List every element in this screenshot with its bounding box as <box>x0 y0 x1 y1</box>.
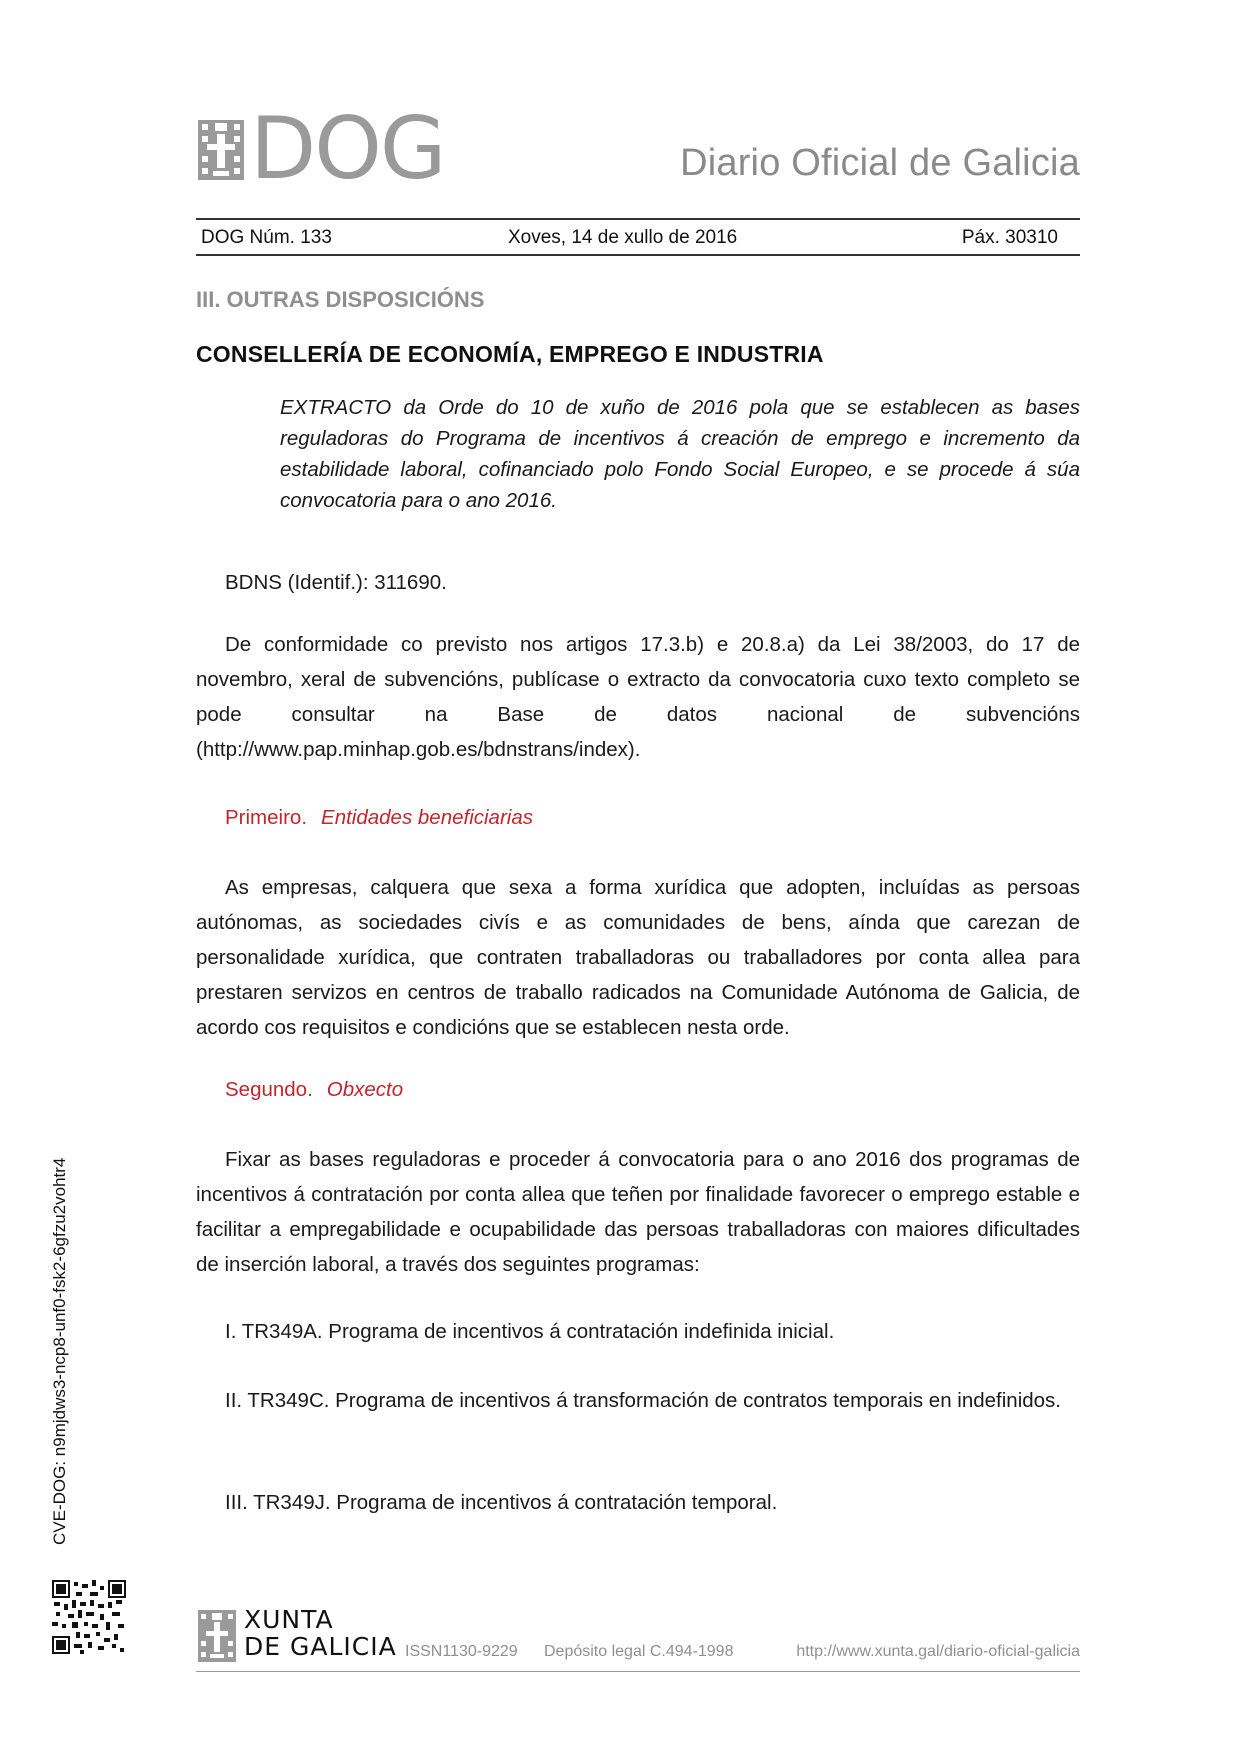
section-title: Entidades beneficiarias <box>321 806 533 829</box>
bdns-id: BDNS (Identif.): 311690. <box>225 571 447 594</box>
header-top-rule <box>196 218 1080 220</box>
section-title: Obxecto <box>326 1078 404 1101</box>
section-label: Primeiro. <box>225 806 308 829</box>
xunta-line-2: DE GALICIA <box>244 1632 397 1661</box>
xunta-coat-of-arms-icon <box>198 1610 236 1662</box>
cve-code: CVE-DOG: n9mjdws3-ncp8-unf0-fsk2-6gfzu2vohtr4 <box>50 1157 69 1545</box>
section-body-primeiro: As empresas, calquera que sexa a forma xurídica que adopten, incluídas as persoas autónomas, as sociedades civís e as comunidades de bens, aínda que carezan de personalidade xurídica, que contraten traballadoras ou traballadores por conta allea para prestaren servizos en centros de traballo radicados na Comunidade Autónoma de Galicia, de acordo cos requisitos e condicións que se establecen nesta orde. <box>196 876 1080 1039</box>
issn: ISSN1130-9229 <box>405 1643 518 1660</box>
qr-code-icon <box>52 1580 126 1654</box>
extract-summary: EXTRACTO da Orde do 10 de xuño de 2016 pola que se establecen as bases reguladoras do Programa de incentivos á creación de emprego e incremento da estabilidade laboral, cofinanciado polo Fondo Social Europeo, e se procede á súa convocatoria para o ano 2016. <box>280 396 1080 512</box>
section-heading-primeiro <box>225 806 533 830</box>
section-heading-segundo <box>225 1078 403 1102</box>
ministry-heading: CONSELLERÍA DE ECONOMÍA, EMPREGO E INDUSTRIA <box>196 341 824 367</box>
header-bottom-rule <box>196 254 1080 256</box>
program-item: II. TR349C. Programa de incentivos á transformación de contratos temporais en indefinidos. <box>225 1389 1061 1412</box>
xunta-logo-text <box>244 1606 397 1660</box>
program-item: III. TR349J. Programa de incentivos á contratación temporal. <box>225 1491 778 1514</box>
xunta-line-1: XUNTA <box>244 1605 334 1634</box>
issue-date: Xoves, 14 de xullo de 2016 <box>508 227 738 248</box>
issue-number: DOG Núm. 133 <box>201 227 332 248</box>
legal-deposit: Depósito legal C.494-1998 <box>544 1643 734 1660</box>
program-item: I. TR349A. Programa de incentivos á contratación indefinida inicial. <box>225 1320 835 1343</box>
dog-logo-text: DOG <box>250 99 445 199</box>
page-number: Páx. 30310 <box>961 227 1058 248</box>
intro-paragraph: De conformidade co previsto nos artigos 17.3.b) e 20.8.a) da Lei 38/2003, do 17 de novembro, xeral de subvencións, publícase o extracto da convocatoria cuxo texto completo se pode consultar na Base de datos nacional de subvencións (http://www.pap.minhap.gob.es/bdnstrans/index). <box>196 633 1080 761</box>
journal-url[interactable]: http://www.xunta.gal/diario-oficial-galicia <box>796 1643 1080 1660</box>
section-body-segundo: Fixar as bases reguladoras e proceder á convocatoria para o ano 2016 dos programas de incentivos á contratación por conta allea que teñen por finalidade favorecer o emprego estable e facilitar a empregabilidade e ocupabilidade das persoas traballadoras con maiores dificultades de inserción laboral, a través dos seguintes programas: <box>196 1148 1080 1276</box>
section-heading: III. OUTRAS DISPOSICIÓNS <box>196 287 485 312</box>
journal-title: Diario Oficial de Galicia <box>680 142 1080 184</box>
footer-rule <box>196 1671 1080 1672</box>
section-label: Segundo. <box>225 1078 313 1101</box>
galicia-coat-of-arms-icon <box>198 120 244 180</box>
